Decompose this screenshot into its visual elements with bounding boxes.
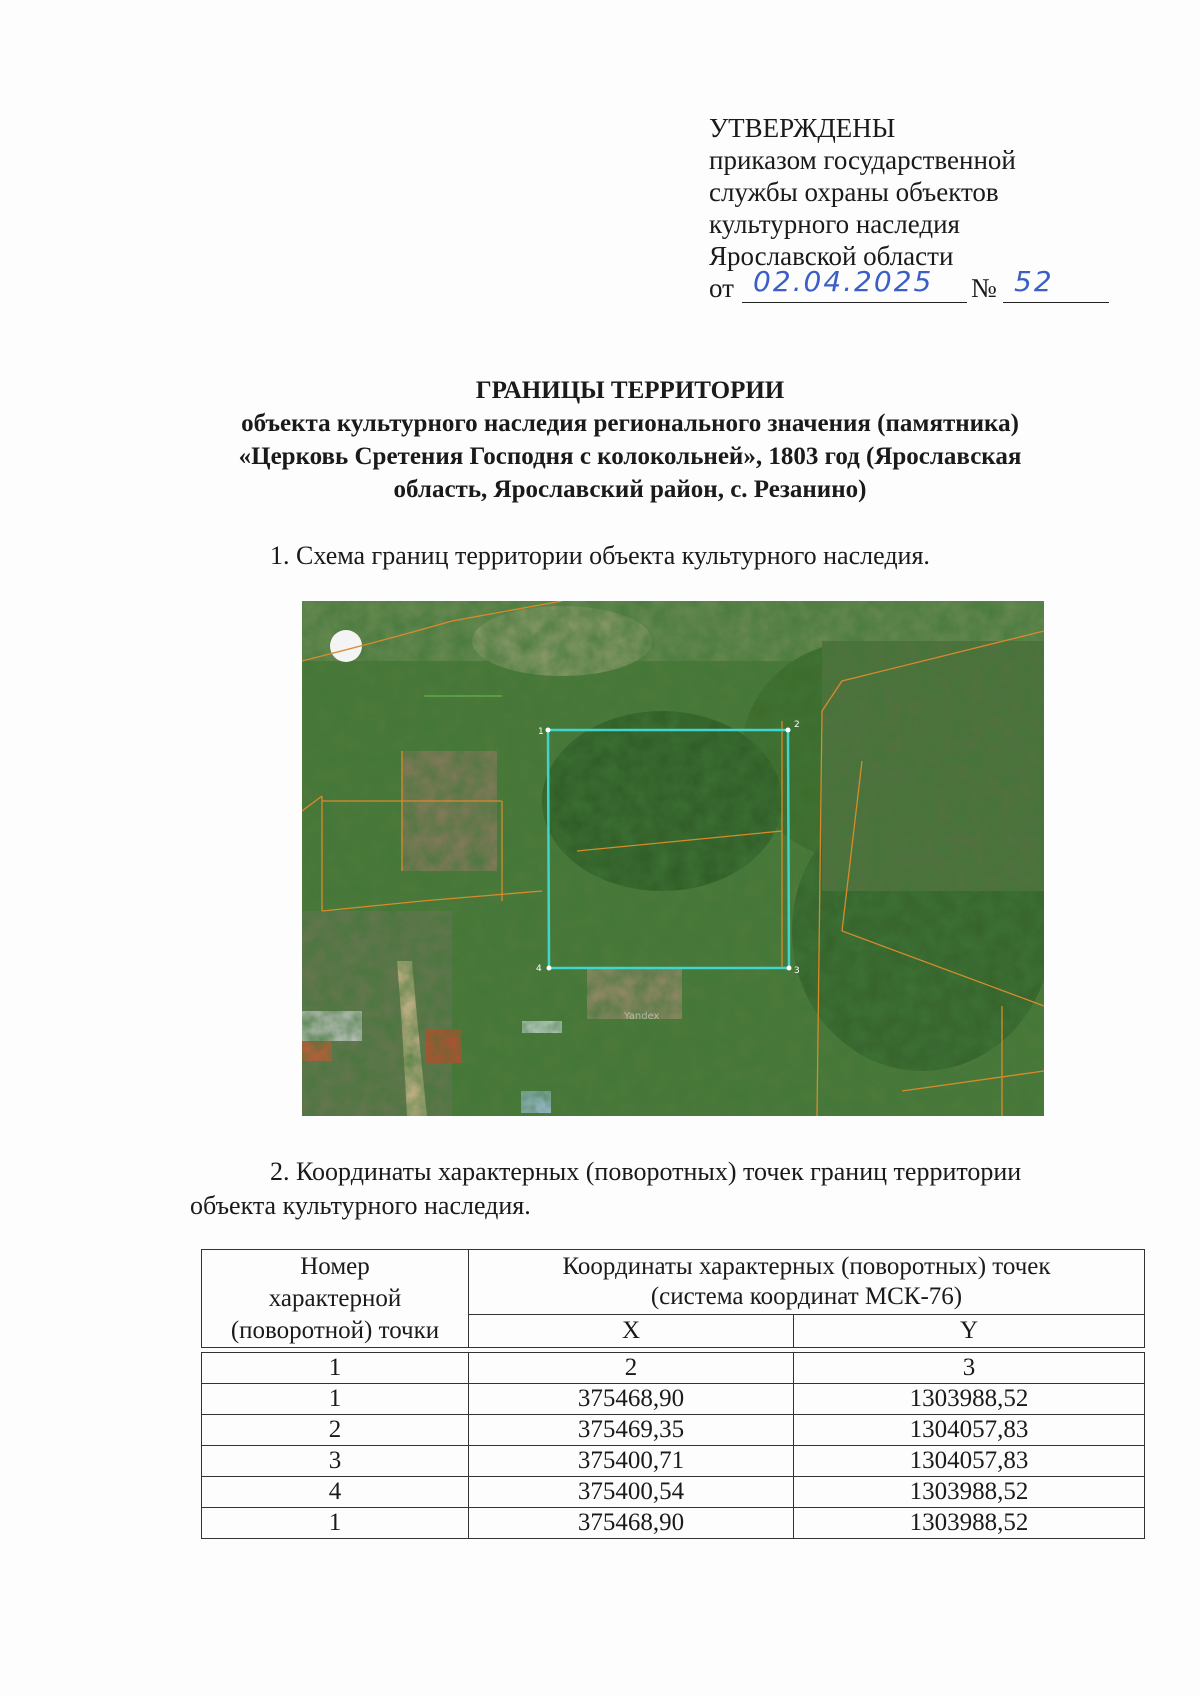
- table-row: 4 375400,54 1303988,52: [202, 1477, 1145, 1508]
- approval-line: культурного наследия: [709, 209, 960, 239]
- approval-block: [709, 112, 1054, 306]
- title-line: область, Ярославский район, с. Резанино): [393, 476, 867, 503]
- point-label-4: 4: [536, 964, 542, 974]
- map-watermark: Yandex: [624, 1011, 660, 1022]
- handwritten-date: 02.04.2025: [753, 265, 934, 298]
- date-underline: [742, 302, 967, 303]
- approval-line: приказом государственной: [709, 145, 1016, 175]
- number-underline: [1003, 302, 1109, 303]
- approval-line: службы охраны объектов: [709, 177, 999, 207]
- number-label: №: [971, 273, 997, 303]
- approval-line: Ярославской области: [709, 241, 954, 271]
- title-line: ГРАНИЦЫ ТЕРРИТОРИИ: [475, 377, 785, 404]
- approval-heading: УТВЕРЖДЕНЫ: [709, 113, 896, 143]
- document-title: [130, 374, 1130, 506]
- point-label-1: 1: [538, 727, 544, 737]
- section-2-line1: 2. Координаты характерных (поворотных) точек границ территории: [270, 1157, 1022, 1186]
- title-line: объекта культурного наследия регионального значения (памятника): [241, 410, 1019, 437]
- table-row: 1 375468,90 1303988,52: [202, 1508, 1145, 1539]
- satellite-image: [302, 601, 1044, 1116]
- point-label-2: 2: [794, 720, 800, 730]
- coords-header: Координаты характерных (поворотных) точек (система координат МСК-76): [469, 1250, 1145, 1315]
- section-2-line2: объекта культурного наследия.: [190, 1191, 531, 1220]
- handwritten-number: 52: [1014, 265, 1054, 298]
- table-row: 2 375469,35 1304057,83: [202, 1415, 1145, 1446]
- from-label: от: [709, 273, 734, 303]
- title-line: «Церковь Сретения Господня с колокольней», 1803 год (Ярославская: [238, 443, 1022, 470]
- section-1-heading: 1. Схема границ территории объекта культурного наследия.: [270, 541, 930, 570]
- x-header: X: [469, 1315, 794, 1348]
- coordinates-table: [201, 1249, 1145, 1539]
- col-point-number-header: Номер характерной (поворотной) точки: [202, 1250, 469, 1348]
- table-row: 3 375400,71 1304057,83: [202, 1446, 1145, 1477]
- point-label-3: 3: [794, 966, 800, 976]
- table-row: 1 375468,90 1303988,52: [202, 1384, 1145, 1415]
- y-header: Y: [794, 1315, 1145, 1348]
- index-row: 1 2 3: [202, 1353, 1145, 1384]
- boundary-map: [302, 601, 1044, 1116]
- order-line: [709, 265, 1054, 306]
